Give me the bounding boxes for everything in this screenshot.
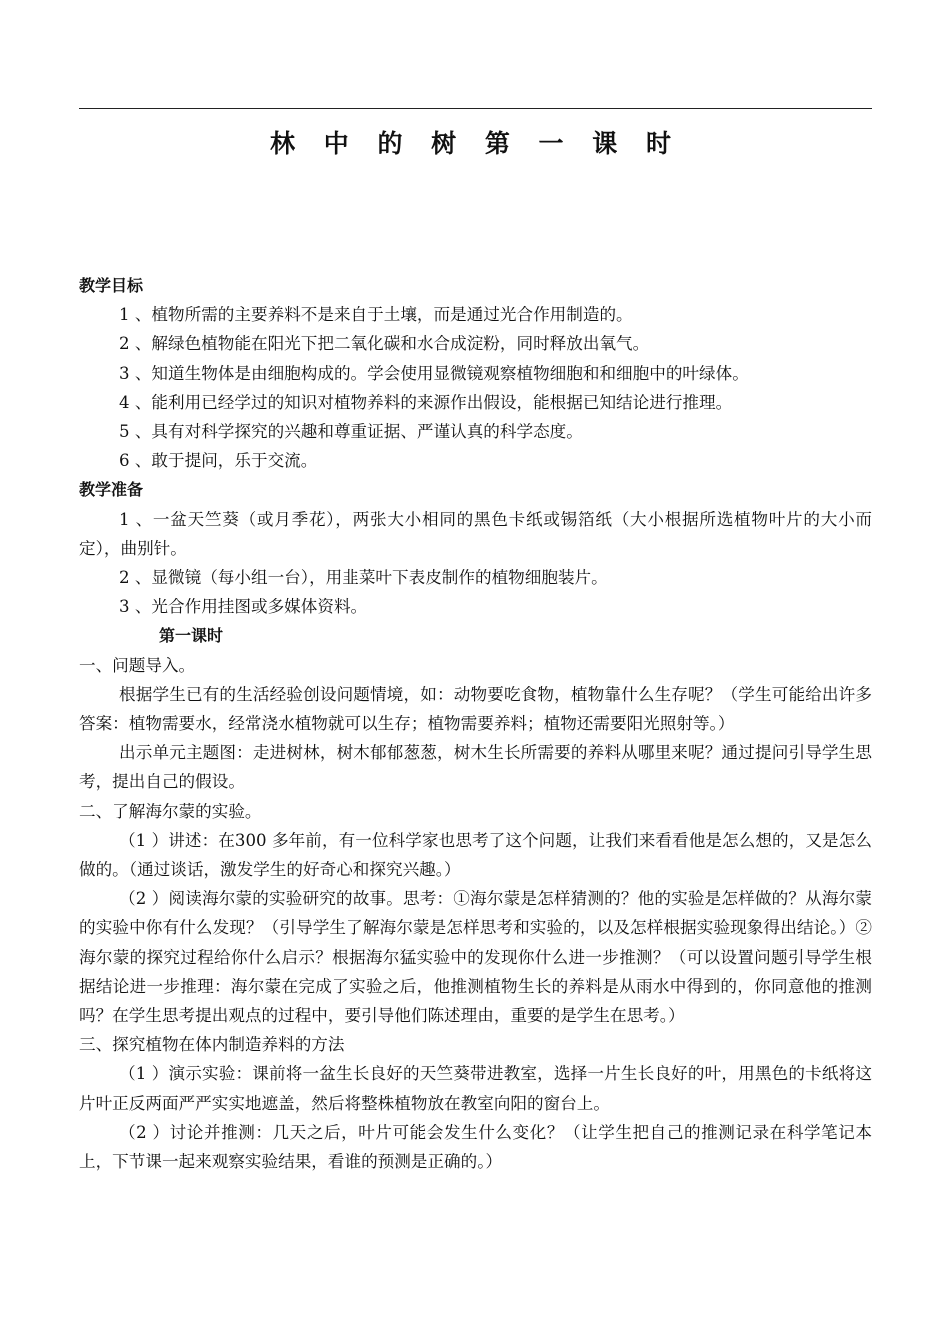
section-paragraph: （2 ）讨论并推测：几天之后，叶片可能会发生什么变化？（让学生把自己的推测记录在科学笔记本上，下节课一起来观察实验结果，看谁的预测是正确的。） [79,1122,872,1172]
objective-item: 1 、植物所需的主要养料不是来自于土壤，而是通过光合作用制造的。 [119,305,633,325]
objective-item: 4 、能利用已经学过的知识对植物养料的来源作出假设，能根据已知结论进行推理。 [119,392,733,412]
preparation-heading: 教学准备 [79,480,144,500]
document-body [79,271,872,1176]
preparation-item: 2 、显微镜（每小组一台），用韭菜叶下表皮制作的植物细胞装片。 [119,568,608,588]
section-paragraph: （1 ）演示实验：课前将一盆生长良好的天竺葵带进教室，选择一片生长良好的叶，用黑色的卡纸将这片叶正反两面严严实实地遮盖，然后将整株植物放在教室向阳的窗台上。 [79,1064,872,1113]
section-heading: 一、问题导入。 [79,655,196,675]
section-paragraph: （1 ）讲述：在300 多年前，有一位科学家也思考了这个问题，让我们来看看他是怎么想的，又是怎么做的。（通过谈话，激发学生的好奇心和探究兴趣。） [79,830,872,880]
preparation-item: 3 、光合作用挂图或多媒体资料。 [119,597,368,617]
page-title: 林 中 的 树 第 一 课 时 [270,129,681,158]
preparation-item: 1 、一盆天竺葵（或月季花），两张大小相同的黑色卡纸或锡箔纸（大小根据所选植物叶片的大小而定），曲别针。 [79,509,872,558]
section-paragraph: 出示单元主题图：走进树林，树木郁郁葱葱，树木生长所需要的养料从哪里来呢？通过提问引导学生思考，提出自己的假设。 [79,743,872,792]
header-rule [79,108,872,109]
objective-item: 5 、具有对科学探究的兴趣和尊重证据、严谨认真的科学态度。 [119,422,583,442]
section-paragraph: 根据学生已有的生活经验创设问题情境，如：动物要吃食物，植物靠什么生存呢？（学生可能给出许多答案：植物需要水，经常浇水植物就可以生存；植物需要养料；植物还需要阳光照射等。） [79,684,872,734]
objective-item: 6 、敢于提问，乐于交流。 [119,451,318,471]
lesson-heading: 第一课时 [159,626,224,646]
section-heading: 二、了解海尔蒙的实验。 [79,801,262,821]
objective-item: 3 、知道生物体是由细胞构成的。学会使用显微镜观察植物细胞和和细胞中的叶绿体。 [119,363,749,383]
objective-item: 2 、解绿色植物能在阳光下把二氧化碳和水合成淀粉，同时释放出氧气。 [119,334,650,354]
objectives-heading: 教学目标 [79,276,144,295]
section-heading: 三、探究植物在体内制造养料的方法 [79,1035,345,1055]
section-paragraph: （2 ）阅读海尔蒙的实验研究的故事。思考：①海尔蒙是怎样猜测的？他的实验是怎样做的？从海尔蒙的实验中你有什么发现？（引导学生了解海尔蒙是怎样思考和实验的，以及怎样根据实验现象得出结论。）②海尔蒙的探究过程给你什么启示？根据海尔猛实验中的发现你什么进一步推测？（可以设置问题引导学生根据结论进一步推理：海尔蒙在完成了实验之后，他推测植物生长的养料是从雨水中得到的，你同意他的推测吗？在学生思考提出观点的过程中，要引导他们陈述理由，重要的是学生在思考。） [79,889,872,1026]
